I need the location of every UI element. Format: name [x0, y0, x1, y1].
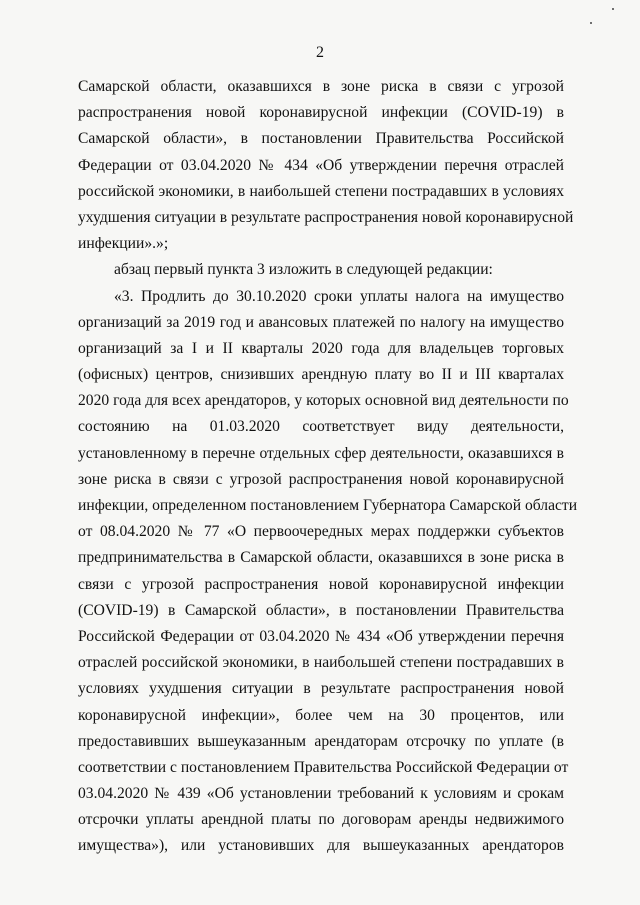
text-line: имущества»), или установивших для вышеуказанных арендаторов — [78, 837, 564, 855]
text-line: предоставивших вышеуказанным арендаторам отсрочку по уплате (в — [78, 732, 564, 750]
page-number: 2 — [316, 44, 324, 61]
text-line: от 08.04.2020 № 77 «О первоочередных мерах поддержки субъектов — [78, 523, 564, 541]
scan-speck — [590, 22, 592, 24]
text-line: организаций за 2019 год и авансовых платежей по налогу на имущество — [78, 313, 564, 331]
text-line: отсрочки уплаты арендной платы по договорам аренды недвижимого — [78, 811, 564, 829]
text-line: условиях ухудшения ситуации в результате распространения новой — [78, 680, 564, 698]
text-line: Федерации от 03.04.2020 № 434 «Об утверждении перечня отраслей — [78, 156, 564, 174]
text-line: отраслей российской экономики, в наибольшей степени пострадавших в — [78, 654, 564, 672]
text-line: предпринимательства в Самарской области, оказавшихся в зоне риска в — [78, 549, 564, 567]
text-line: коронавирусной инфекции», более чем на 30 процентов, или — [78, 706, 564, 724]
document-body — [78, 74, 578, 860]
text-line: (офисных) центров, снизивших арендную плату во II и III кварталах — [78, 366, 564, 384]
text-line: Самарской области, оказавшихся в зоне риска в связи с угрозой — [78, 78, 564, 95]
text-line: ухудшения ситуации в результате распространения новой коронавирусной — [78, 208, 574, 226]
text-line: распространения новой коронавирусной инфекции (COVID-19) в — [78, 104, 564, 122]
text-line: инфекции, определенном постановлением Губернатора Самарской области — [78, 497, 578, 514]
text-line: российской экономики, в наибольшей степени пострадавших в условиях — [78, 182, 564, 200]
text-line: инфекции».»; — [78, 235, 169, 253]
text-line: соответствии с постановлением Правительства Российской Федерации от — [78, 758, 569, 776]
text-line: (COVID-19) в Самарской области», в постановлении Правительства — [78, 601, 564, 619]
text-line: зоне риска в связи с угрозой распространения новой коронавирусной — [78, 470, 564, 488]
text-line: Самарской области», в постановлении Правительства Российской — [78, 130, 564, 148]
text-line: установленному в перечне отдельных сфер деятельности, оказавшихся в — [78, 444, 564, 462]
text-line: 03.04.2020 № 439 «Об установлении требований к условиям и срокам — [78, 785, 564, 803]
text-line: «3. Продлить до 30.10.2020 сроки уплаты налога на имущество — [114, 287, 564, 305]
text-line: связи с угрозой распространения новой коронавирусной инфекции — [78, 575, 564, 593]
scan-speck — [612, 8, 614, 10]
text-line: абзац первый пункта 3 изложить в следующей редакции: — [114, 261, 493, 279]
text-line: состоянию на 01.03.2020 соответствует виду деятельности, — [78, 418, 564, 436]
text-line: 2020 года для всех арендаторов, у которых основной вид деятельности по — [78, 392, 569, 410]
text-line: Российской Федерации от 03.04.2020 № 434 «Об утверждении перечня — [78, 627, 564, 645]
text-line: организаций за I и II кварталы 2020 года для владельцев торговых — [78, 339, 564, 357]
